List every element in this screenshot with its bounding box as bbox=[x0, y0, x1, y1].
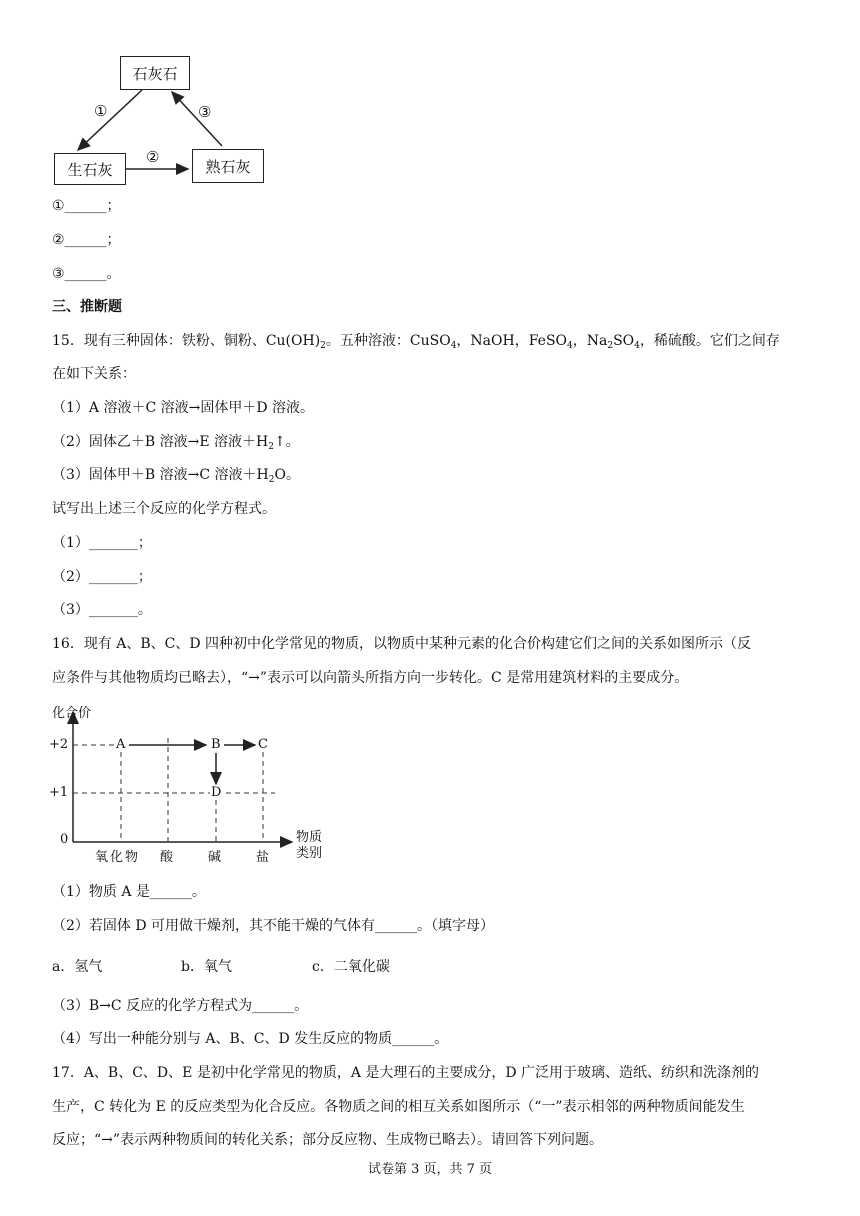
y-tick-plus1: +1 bbox=[49, 785, 69, 800]
arrow-label-2: ② bbox=[146, 148, 160, 166]
box-limestone: 石灰石 bbox=[120, 56, 190, 90]
q16-option-b: b．氧气 bbox=[181, 959, 232, 975]
q17-text-1: 17．A、B、C、D、E 是初中化学常见的物质，A 是大理石的主要成分，D 广泛用于玻璃、造纸、纺织和洗涤剂的 bbox=[52, 1065, 760, 1081]
arrow-label-1: ① bbox=[94, 102, 108, 120]
q15-relation-2: （2）固体乙＋B 溶液→E 溶液$+H_2↑$。 bbox=[52, 434, 300, 452]
answer-1: ①______； bbox=[52, 198, 121, 214]
y-tick-plus2: +2 bbox=[49, 737, 69, 752]
q16-sub-2: （2）若固体 D 可用做干燥剂，其不能干燥的气体有______。（填字母） bbox=[52, 918, 495, 934]
y-axis-label: 化合价 bbox=[52, 706, 92, 721]
x-axis-label-1: 物质 bbox=[296, 830, 323, 845]
arrow-1 bbox=[78, 90, 142, 150]
point-d: D bbox=[211, 785, 222, 800]
q16-option-a: a．氢气 bbox=[52, 959, 103, 975]
q15-line1: 15．现有三种固体：铁粉、铜粉、$Cu(OH)_2$。五种溶液：CuSO$_4$，NaOH，FeSO$_4$，$Na_2SO_4$，稀硫酸。它们之间存 bbox=[52, 333, 780, 351]
arrow-3 bbox=[172, 92, 222, 146]
box-quicklime: 生石灰 bbox=[54, 153, 126, 185]
x-cat-salt: 盐 bbox=[256, 850, 270, 865]
answer-2: ②______； bbox=[52, 232, 121, 248]
q17-text-3: 反应；“→”表示两种物质间的转化关系；部分反应物、生成物已略去）。请回答下列问题。 bbox=[52, 1132, 604, 1148]
q16-sub-4: （4）写出一种能分别与 A、B、C、D 发生反应的物质______。 bbox=[52, 1031, 449, 1047]
q15-line2: 在如下关系： bbox=[52, 366, 136, 382]
q16-sub-1: （1）物质 A 是______。 bbox=[52, 884, 206, 900]
q16-option-c: c．二氧化碳 bbox=[312, 959, 390, 975]
y-tick-zero: 0 bbox=[60, 832, 69, 847]
cycle-arrows bbox=[0, 0, 300, 200]
q15-blank-2: （2）_______； bbox=[52, 569, 152, 585]
q15-ask: 试写出上述三个反应的化学方程式。 bbox=[52, 501, 276, 517]
q15-relation-3: （3）固体甲＋B 溶液→C 溶液$+H_2O$。 bbox=[52, 467, 300, 485]
x-cat-acid: 酸 bbox=[160, 850, 174, 865]
box-slaked-lime: 熟石灰 bbox=[192, 149, 264, 183]
q15-blank-3: （3）_______。 bbox=[52, 602, 152, 618]
q16-sub-3: （3）B→C 反应的化学方程式为______。 bbox=[52, 998, 309, 1014]
arrow-label-3: ③ bbox=[198, 103, 212, 121]
page-footer: 试卷第 3 页，共 7 页 bbox=[367, 1162, 493, 1177]
point-b: B bbox=[211, 737, 221, 752]
valence-chart-svg bbox=[0, 700, 340, 860]
x-cat-oxide: 氧化物 bbox=[95, 850, 141, 865]
point-a: A bbox=[116, 737, 126, 752]
x-axis-label-2: 类别 bbox=[296, 846, 323, 861]
x-cat-base: 碱 bbox=[208, 850, 222, 865]
point-c: C bbox=[258, 737, 268, 752]
q17-text-2: 生产，C 转化为 E 的反应类型为化合反应。各物质之间的相互关系如图所示（“一”表示相邻的两种物质间能发生 bbox=[52, 1099, 745, 1115]
q15-blank-1: （1）_______； bbox=[52, 535, 152, 551]
q16-text-2: 应条件与其他物质均已略去），“→”表示可以向箭头所指方向一步转化。C 是常用建筑材料的主要成分。 bbox=[52, 670, 689, 686]
answer-3: ③______。 bbox=[52, 266, 121, 282]
q15-relation-1: （1）A 溶液＋C 溶液→固体甲＋D 溶液。 bbox=[52, 400, 315, 416]
q16-text-1: 16．现有 A、B、C、D 四种初中化学常见的物质，以物质中某种元素的化合价构建它们之间的关系如图所示（反 bbox=[52, 636, 752, 652]
section-heading: 三、推断题 bbox=[52, 299, 122, 315]
